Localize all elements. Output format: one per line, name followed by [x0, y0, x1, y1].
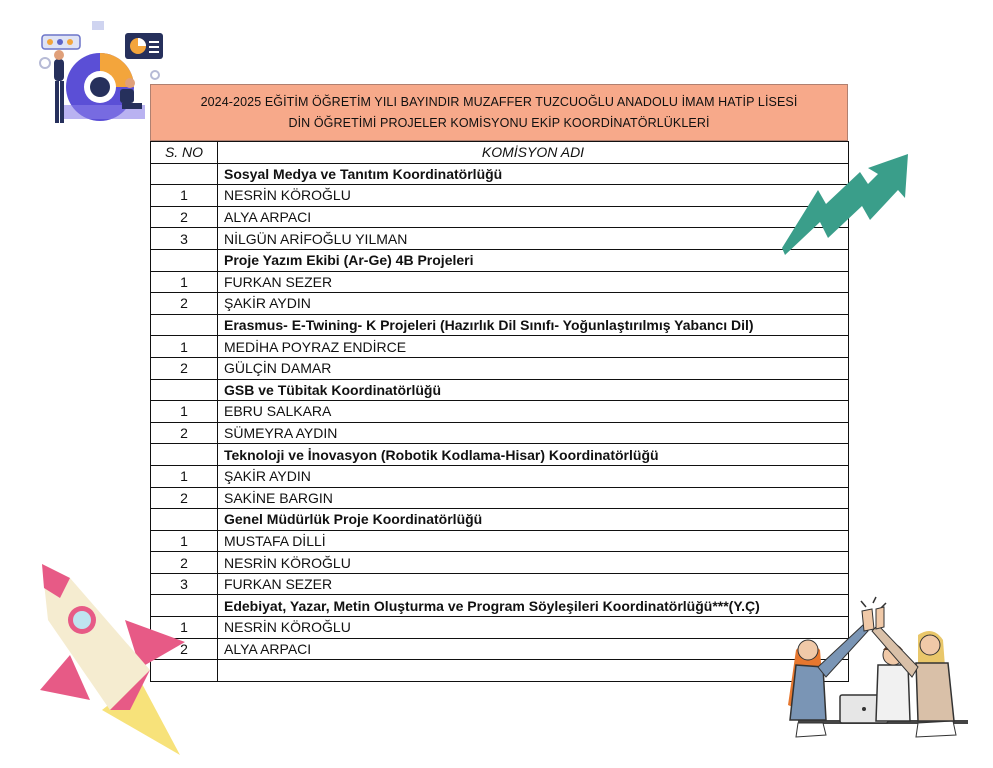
member-name-cell: ALYA ARPACI: [218, 206, 849, 228]
row-number-cell: [151, 163, 218, 185]
row-number-cell: 3: [151, 573, 218, 595]
member-row: [151, 357, 849, 379]
commission-heading-row: [151, 444, 849, 466]
commission-name-cell: Erasmus- E-Twining- K Projeleri (Hazırlık Dil Sınıfı- Yoğunlaştırılmış Yabancı Dil): [218, 314, 849, 336]
member-row: [151, 422, 849, 444]
row-number-cell: 2: [151, 487, 218, 509]
row-number-cell: 2: [151, 552, 218, 574]
data-analysis-illustration: [30, 15, 170, 135]
document-title: [150, 84, 848, 141]
row-number-cell: [151, 379, 218, 401]
commission-name-cell: Proje Yazım Ekibi (Ar-Ge) 4B Projeleri: [218, 249, 849, 271]
row-number-cell: 1: [151, 271, 218, 293]
member-name-cell: [218, 660, 849, 682]
commission-name-cell: GSB ve Tübitak Koordinatörlüğü: [218, 379, 849, 401]
commission-heading-row: [151, 379, 849, 401]
row-number-cell: 1: [151, 530, 218, 552]
table-header-row: [151, 142, 849, 164]
column-header-name: KOMİSYON ADI: [218, 142, 849, 164]
empty-row: [151, 660, 849, 682]
member-row: [151, 336, 849, 358]
row-number-cell: [151, 314, 218, 336]
column-header-no: S. NO: [151, 142, 218, 164]
member-name-cell: GÜLÇİN DAMAR: [218, 357, 849, 379]
row-number-cell: [151, 509, 218, 531]
row-number-cell: 3: [151, 228, 218, 250]
commission-name-cell: Teknoloji ve İnovasyon (Robotik Kodlama-Hisar) Koordinatörlüğü: [218, 444, 849, 466]
member-name-cell: NESRİN KÖROĞLU: [218, 617, 849, 639]
row-number-cell: 1: [151, 336, 218, 358]
commission-heading-row: [151, 249, 849, 271]
member-name-cell: NİLGÜN ARİFOĞLU YILMAN: [218, 228, 849, 250]
table-body: [151, 163, 849, 681]
member-row: [151, 293, 849, 315]
member-row: [151, 617, 849, 639]
commission-heading-row: [151, 163, 849, 185]
member-row: [151, 638, 849, 660]
member-name-cell: SAKİNE BARGIN: [218, 487, 849, 509]
member-row: [151, 573, 849, 595]
row-number-cell: [151, 444, 218, 466]
commission-name-cell: Sosyal Medya ve Tanıtım Koordinatörlüğü: [218, 163, 849, 185]
row-number-cell: 2: [151, 422, 218, 444]
row-number-cell: 2: [151, 206, 218, 228]
growth-arrow-icon: [780, 150, 915, 260]
row-number-cell: 2: [151, 638, 218, 660]
commission-heading-row: [151, 509, 849, 531]
member-name-cell: FURKAN SEZER: [218, 271, 849, 293]
member-name-cell: NESRİN KÖROĞLU: [218, 185, 849, 207]
member-row: [151, 206, 849, 228]
row-number-cell: 1: [151, 185, 218, 207]
member-name-cell: SÜMEYRA AYDIN: [218, 422, 849, 444]
member-name-cell: MUSTAFA DİLLİ: [218, 530, 849, 552]
title-line-1: 2024-2025 EĞİTİM ÖĞRETİM YILI BAYINDIR MUZAFFER TUZCUOĞLU ANADOLU İMAM HATİP LİSESİ: [200, 94, 798, 109]
member-name-cell: ŞAKİR AYDIN: [218, 293, 849, 315]
member-row: [151, 552, 849, 574]
row-number-cell: 1: [151, 465, 218, 487]
member-name-cell: NESRİN KÖROĞLU: [218, 552, 849, 574]
row-number-cell: 2: [151, 293, 218, 315]
committee-table: [150, 141, 849, 682]
member-row: [151, 465, 849, 487]
member-name-cell: ŞAKİR AYDIN: [218, 465, 849, 487]
rocket-icon: [30, 560, 195, 760]
row-number-cell: 1: [151, 401, 218, 423]
member-row: [151, 487, 849, 509]
row-number-cell: 1: [151, 617, 218, 639]
commission-name-cell: Genel Müdürlük Proje Koordinatörlüğü: [218, 509, 849, 531]
member-name-cell: EBRU SALKARA: [218, 401, 849, 423]
commission-heading-row: [151, 314, 849, 336]
row-number-cell: [151, 249, 218, 271]
member-name-cell: ALYA ARPACI: [218, 638, 849, 660]
member-row: [151, 530, 849, 552]
member-row: [151, 401, 849, 423]
title-line-2: DİN ÖĞRETİMİ PROJELER KOMİSYONU EKİP KOORDİNATÖRLÜKLERİ: [288, 115, 710, 130]
member-name-cell: FURKAN SEZER: [218, 573, 849, 595]
member-row: [151, 271, 849, 293]
commission-name-cell: Edebiyat, Yazar, Metin Oluşturma ve Program Söyleşileri Koordinatörlüğü***(Y.Ç): [218, 595, 849, 617]
member-row: [151, 185, 849, 207]
team-high-five-illustration: [768, 595, 978, 760]
member-name-cell: MEDİHA POYRAZ ENDİRCE: [218, 336, 849, 358]
member-row: [151, 228, 849, 250]
row-number-cell: 2: [151, 357, 218, 379]
commission-heading-row: [151, 595, 849, 617]
